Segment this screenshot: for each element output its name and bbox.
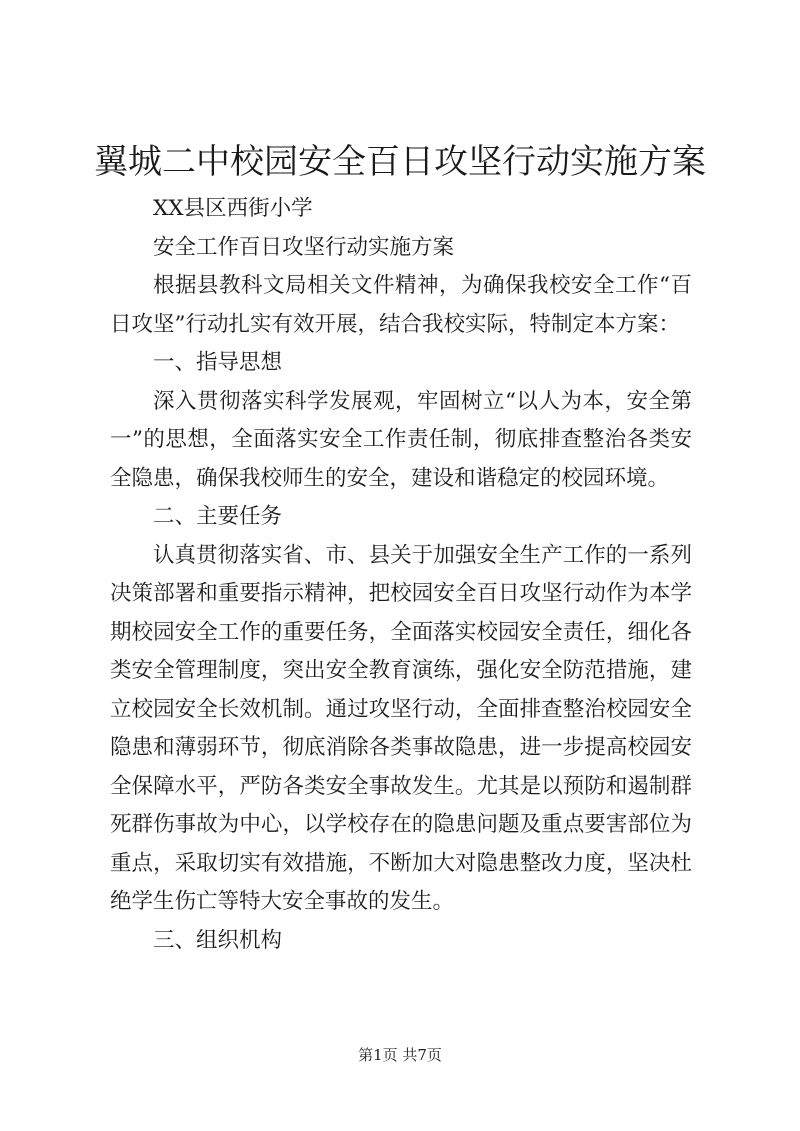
- section-heading-organization: 三、组织机构: [153, 927, 283, 953]
- section-heading-main-tasks: 二、主要任务: [153, 504, 283, 529]
- paragraph-main-tasks: 认真贯彻落实省、市、县关于加强安全生产工作的一系列决策部署和重要指示精神，把校园安全百日攻坚行动作为本学期校园安全工作的重要任务，全面落实校园安全责任，细化各类安全管理制度，突出安全教育演练，强化安全防范措施，建立校园安全长效机制。通过攻坚行动，全面排查整治校园安全隐患和薄弱环节，彻底消除各类事故隐患，进一步提高校园安全保障水平，严防各类安全事故发生。尤其是以预防和遏制群死群伤事故为中心，以学校存在的隐患问题及重点要害部位为重点，采取切实有效措施，不断加大对隐患整改力度，坚决杜绝学生伤亡等特大安全事故的发生。: [110, 542, 692, 914]
- paragraph-school-name: XX县区西街小学: [153, 196, 313, 221]
- page-number-footer: 第1页 共7页: [358, 1046, 442, 1064]
- paragraph-subtitle: 安全工作百日攻坚行动实施方案: [153, 234, 455, 260]
- document-body: [110, 190, 692, 960]
- paragraph-intro: 根据县教科文局相关文件精神，为确保我校安全工作“百日攻坚”行动扎实有效开展，结合我校实际，特制定本方案：: [110, 273, 692, 337]
- document-title: 翼城二中校园安全百日攻坚行动实施方案: [94, 142, 706, 182]
- section-heading-guiding-thought: 一、指导思想: [153, 350, 283, 375]
- paragraph-guiding-thought: 深入贯彻落实科学发展观，牢固树立“以人为本，安全第一”的思想，全面落实安全工作责任制，彻底排查整治各类安全隐患，确保我校师生的安全，建设和谐稳定的校园环境。: [110, 388, 692, 491]
